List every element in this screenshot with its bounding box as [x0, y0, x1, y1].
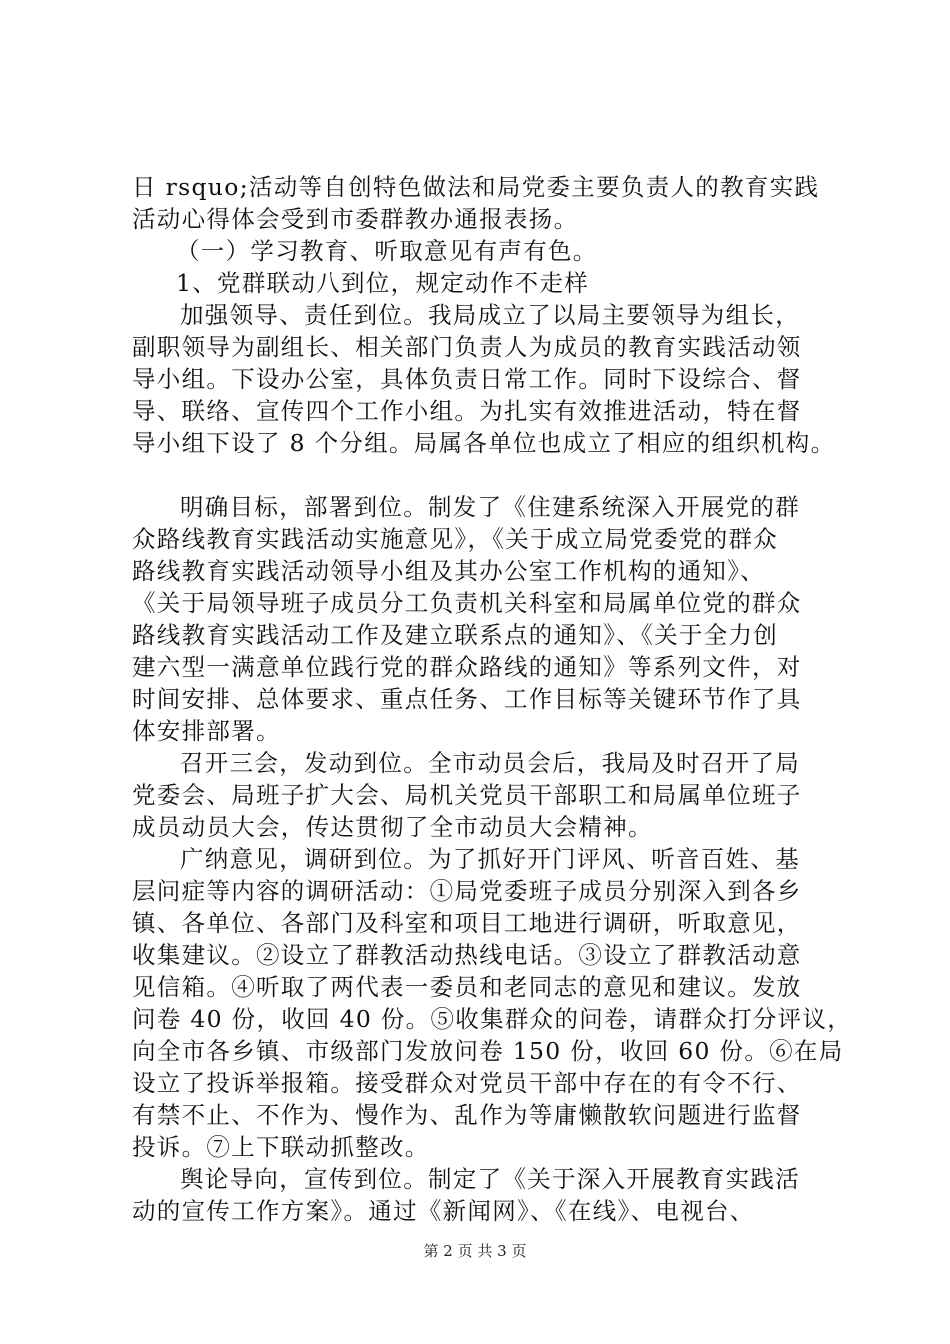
- text-line: 层问症等内容的调研活动：①局党委班子成员分别深入到各乡: [132, 877, 802, 905]
- text-line: 加强领导、责任到位。我局成立了以局主要领导为组长，: [180, 301, 800, 329]
- text-line: 镇、各单位、各部门及科室和项目工地进行调研，听取意见，: [132, 909, 802, 937]
- text-line: 见信箱。④听取了两代表一委员和老同志的意见和建议。发放: [132, 973, 802, 1001]
- text-line: 问卷 40 份，收回 40 份。⑤收集群众的问卷，请群众打分评议，: [132, 1005, 853, 1033]
- text-line: 路线教育实践活动领导小组及其办公室工作机构的通知》、: [132, 557, 766, 585]
- text-line: 向全市各乡镇、市级部门发放问卷 150 份，收回 60 份。⑥在局: [132, 1037, 844, 1065]
- subsection-heading: 1、党群联动八到位，规定动作不走样: [176, 269, 590, 297]
- text-line: 动的宣传工作方案》。通过《新闻网》、《在线》、电视台、: [132, 1197, 755, 1225]
- text-line: 导小组下设了 8 个分组。局属各单位也成立了相应的组织机构。: [132, 429, 836, 457]
- text-line: 广纳意见，调研到位。为了抓好开门评风、听音百姓、基: [180, 845, 800, 873]
- text-line: 明确目标，部署到位。制发了《住建系统深入开展党的群: [180, 493, 800, 521]
- text-line: 收集建议。②设立了群教活动热线电话。③设立了群教活动意: [132, 941, 802, 969]
- text-line: 活动心得体会受到市委群教办通报表扬。: [132, 205, 579, 233]
- text-line: 有禁不止、不作为、慢作为、乱作为等庸懒散软问题进行监督: [132, 1101, 802, 1129]
- text-line: 导小组。下设办公室，具体负责日常工作。同时下设综合、督: [132, 365, 802, 393]
- text-line: 体安排部署。: [132, 717, 281, 745]
- text-line: 舆论导向，宣传到位。制定了《关于深入开展教育实践活: [180, 1165, 800, 1193]
- text-line: 副职领导为副组长、相关部门负责人为成员的教育实践活动领: [132, 333, 802, 361]
- text-line: 投诉。⑦上下联动抓整改。: [132, 1133, 430, 1161]
- text-line: 《关于局领导班子成员分工负责机关科室和局属单位党的群众: [132, 589, 802, 617]
- text-line: 召开三会，发动到位。全市动员会后，我局及时召开了局: [180, 749, 800, 777]
- text-line: 导、联络、宣传四个工作小组。为扎实有效推进活动，特在督: [132, 397, 802, 425]
- page-footer: 第 2 页 共 3 页: [423, 1242, 527, 1260]
- text-line: 路线教育实践活动工作及建立联系点的通知》、《关于全力创: [132, 621, 779, 649]
- text-line: 众路线教育实践活动实施意见》，《关于成立局党委党的群众: [132, 525, 779, 553]
- text-line: 时间安排、总体要求、重点任务、工作目标等关键环节作了具: [132, 685, 802, 713]
- section-heading: （一）学习教育、听取意见有声有色。: [176, 237, 598, 265]
- text-line: 党委会、局班子扩大会、局机关党员干部职工和局属单位班子: [132, 781, 802, 809]
- text-line: 日 rsquo;活动等自创特色做法和局党委主要负责人的教育实践: [132, 173, 820, 201]
- text-line: 建六型一满意单位践行党的群众路线的通知》等系列文件，对: [132, 653, 802, 681]
- text-line: 设立了投诉举报箱。接受群众对党员干部中存在的有令不行、: [132, 1069, 802, 1097]
- text-line: 成员动员大会，传达贯彻了全市动员大会精神。: [132, 813, 653, 841]
